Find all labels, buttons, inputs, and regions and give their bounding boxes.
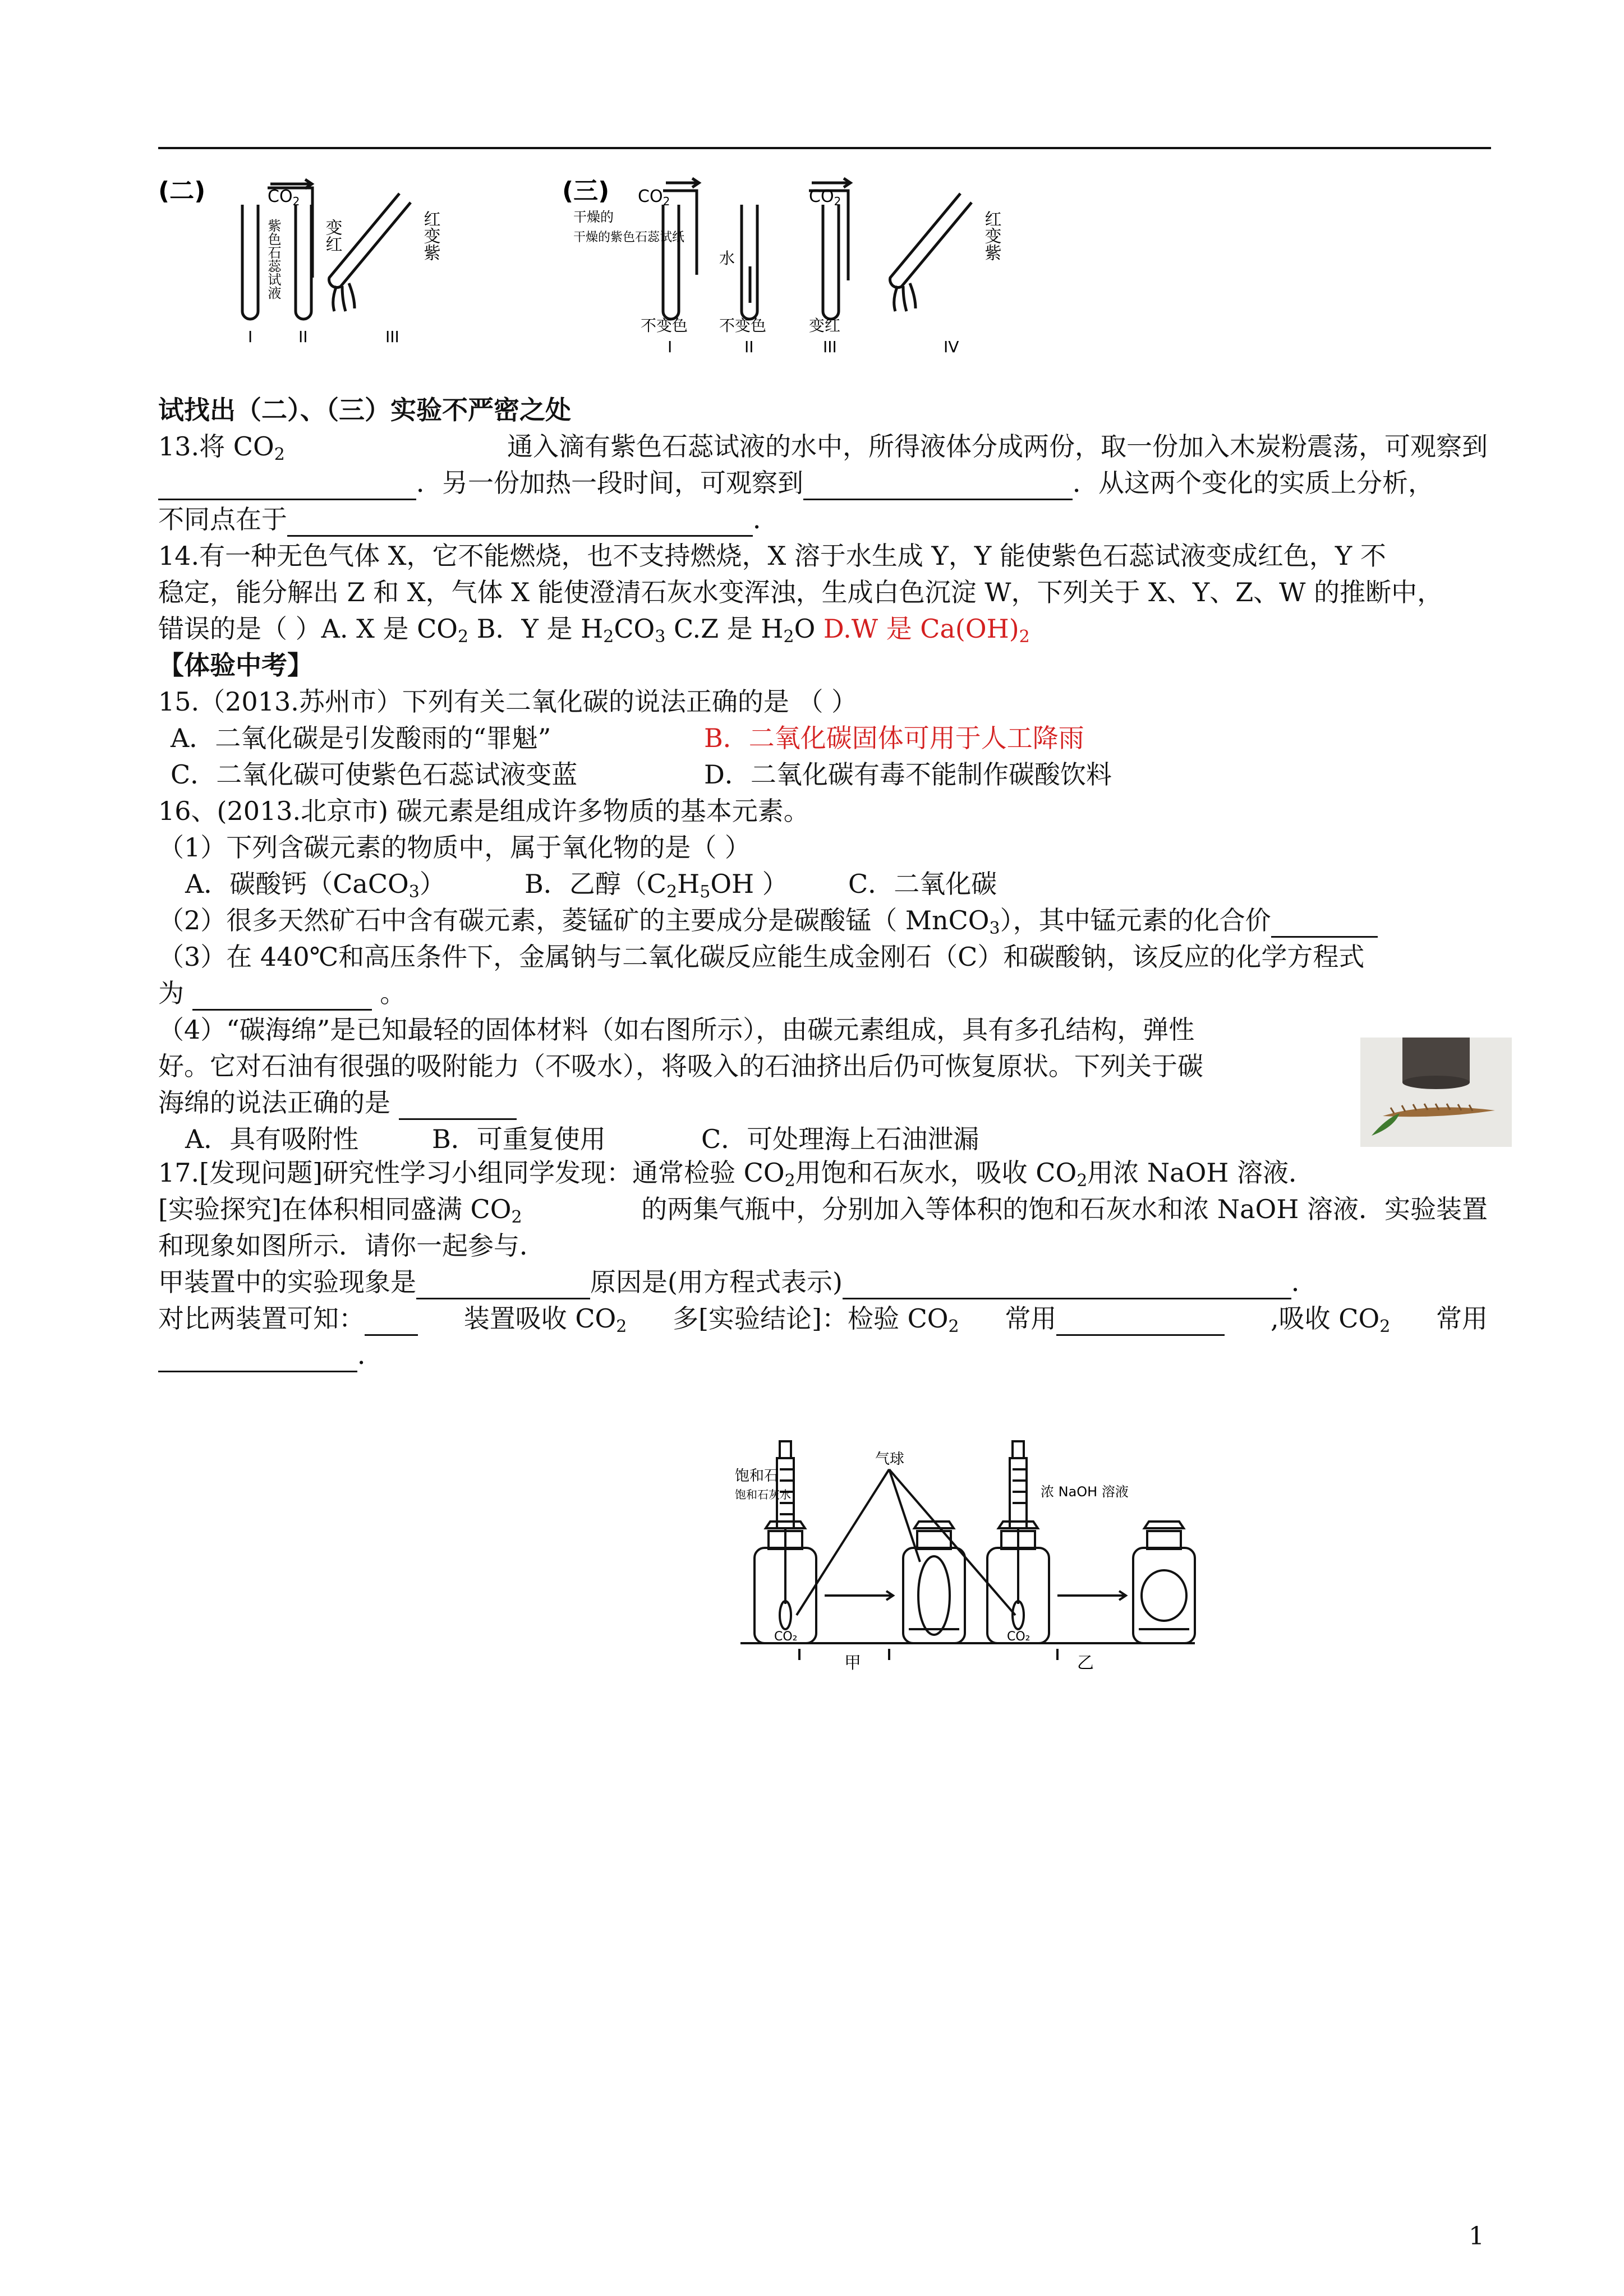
q16-part4-line2: 好。它对石油有很强的吸附能力（不吸水），将吸入的石油挤出后仍可恢复原状。下列关于碳 <box>158 1051 1203 1081</box>
q15-stem: 15.（2013.苏州市）下列有关二氧化碳的说法正确的是 （ ） <box>158 686 858 717</box>
fig3-water-label: 水 <box>719 249 735 268</box>
q17-blank-equation[interactable] <box>843 1267 1291 1299</box>
q17-line6: ． <box>158 1338 383 1372</box>
q16-part1: （1）下列含碳元素的物质中，属于氧化物的是（ ） <box>158 832 751 863</box>
label-limewater-1: 饱和石 <box>735 1468 779 1484</box>
co2-label-g2: $CO_2$ <box>268 187 300 208</box>
fig3-result-3: 变红 <box>809 316 841 335</box>
q17-line2: [实验探究]在体积相同盛满 $CO_2$ 的两集气瓶中，分别加入等体积的饱和石灰水和浓 NaOH 溶液．实验装置 <box>158 1194 1488 1227</box>
fig2-redpurple-label: 红变紫 <box>420 210 440 261</box>
q17-blank-test[interactable] <box>1056 1304 1225 1336</box>
label-balloon: 气球 <box>875 1451 905 1468</box>
q13-blank-1[interactable] <box>158 468 416 500</box>
q17-line5: 对比两装置可知： 装置吸收 $CO_2$ 多[实验结论]：检验 $CO_2$ 常用 ,吸收 $CO_2$ 常用 <box>158 1303 1488 1336</box>
label-limewater: 饱和石灰水 <box>735 1488 791 1501</box>
q13-blank-3[interactable] <box>287 505 753 537</box>
q15-option-a: A．二氧化碳是引发酸雨的“罪魁” <box>171 723 551 753</box>
q17-blank-device[interactable] <box>365 1304 418 1336</box>
label-co2-jia: CO₂ <box>774 1630 798 1644</box>
fig3-tube-2: II <box>744 338 754 356</box>
label-naoh: 浓 NaOH 溶液 <box>1041 1484 1129 1500</box>
fig3-dry-label-full: 干燥的紫色石蕊试纸 <box>573 230 685 245</box>
q16-part4-option-b: B．可重复使用 <box>432 1124 606 1154</box>
q16-part3-line2: 为 。 <box>158 976 406 1011</box>
fig2-tube-3: III <box>385 328 399 346</box>
q16-part4-line3: 海绵的说法正确的是 <box>158 1085 517 1120</box>
q17-line4: 甲装置中的实验现象是 原因是(用方程式表示) ． <box>158 1265 1317 1299</box>
co2-label-g3b: $CO_2$ <box>809 187 841 208</box>
q16-part4-line1: （4）“碳海绵”是已知最轻的固体材料（如右图所示），由碳元素组成，具有多孔结构，弹性 <box>158 1015 1195 1045</box>
q14-line1: 14.有一种无色气体 X，它不能燃烧，也不支持燃烧，X 溶于水生成 Y，Y 能使紫色石蕊试液变成红色，Y 不 <box>158 541 1386 571</box>
q14-answer-d: D.W 是 $Ca(OH)_2$ <box>823 614 1030 647</box>
q17-line3: 和现象如图所示．请你一起参与． <box>158 1230 545 1261</box>
fig2-tube-2: II <box>298 328 308 346</box>
fig3-tube-3: III <box>823 338 837 356</box>
fig3-tube-1: I <box>668 338 673 356</box>
q13-line3: 不同点在于 ． <box>158 502 779 537</box>
section-title: 【体验中考】 <box>158 650 313 680</box>
q16-blank-equation[interactable] <box>192 979 372 1011</box>
header-rule <box>158 147 1491 149</box>
q16-blank-sponge[interactable] <box>399 1088 517 1120</box>
q14-line3: 错误的是（ ）A. X 是 $CO_2$ B．Y 是 $H_2CO_3$ C.Z 是 $H_2O$ D.W 是 $Ca(OH)_2$ <box>158 614 1030 647</box>
q16-blank-valence[interactable] <box>1271 906 1378 938</box>
q15-option-b: B．二氧化碳固体可用于人工降雨 <box>704 723 1084 753</box>
fig3-result-2: 不变色 <box>719 316 767 335</box>
fig3-dry-label: 干燥的 <box>573 209 614 225</box>
q14-line2: 稳定，能分解出 Z 和 X，气体 X 能使澄清石灰水变浑浊，生成白色沉淀 W，下列关于 X、Y、Z、W 的推断中， <box>158 577 1443 607</box>
label-co2-yi: CO₂ <box>1007 1630 1030 1644</box>
q16-part4-option-c: C．可处理海上石油泄漏 <box>701 1124 979 1154</box>
q16-part4-option-a: A．具有吸附性 <box>185 1124 359 1154</box>
q17-blank-phenomenon[interactable] <box>416 1267 590 1299</box>
q16-part1-option-c: C．二氧化碳 <box>848 869 997 899</box>
q13-line2: ．另一份加热一段时间，可观察到 ．从这两个变化的实质上分析， <box>158 465 1434 500</box>
q16-part1-option-a: A．碳酸钙（CaCO$_3$） <box>185 869 445 902</box>
fig3-tube-4: IV <box>944 338 959 356</box>
page-number: 1 <box>1469 2222 1484 2251</box>
fig3-redpurple-label: 红变紫 <box>981 210 1001 261</box>
q13-blank-2[interactable] <box>803 468 1073 500</box>
group2-label: (二) <box>158 177 206 205</box>
figure-apparatus <box>735 1436 1206 1685</box>
label-jia: 甲 <box>844 1653 861 1673</box>
q17-line1: 17.[发现问题]研究性学习小组同学发现：通常检验 $CO_2$用饱和石灰水，吸收 $CO_2$用浓 NaOH 溶液． <box>158 1158 1315 1191</box>
co2-label-g3a: $CO_2$ <box>638 187 670 208</box>
fig2-tube-1: I <box>248 328 253 346</box>
q16-stem: 16、(2013.北京市) 碳元素是组成许多物质的基本元素。 <box>158 796 809 826</box>
q17-blank-absorb[interactable] <box>158 1340 357 1372</box>
q16-part3-line1: （3）在 440℃和高压条件下，金属钠与二氧化碳反应能生成金刚石（C）和碳酸钠，该反应的化学方程式 <box>158 942 1365 972</box>
figure-test-tubes <box>158 174 1033 376</box>
q16-part2: （2）很多天然矿石中含有碳元素，菱锰矿的主要成分是碳酸锰（ MnCO$_3$），其中锰元素的化合价 <box>158 903 1378 938</box>
fig2-liquid-label: 紫色石蕊试液 <box>265 219 281 299</box>
fig2-change-label: 变红 <box>322 219 342 252</box>
q15-option-c: C．二氧化碳可使紫色石蕊试液变蓝 <box>171 759 578 790</box>
label-yi: 乙 <box>1077 1653 1094 1673</box>
q12-prompt: 试找出（二）、（三）实验不严密之处 <box>158 395 571 425</box>
fig3-result-1: 不变色 <box>641 316 688 335</box>
group3-label: (三) <box>562 177 610 205</box>
q16-part1-option-b: B．乙醇（$C_2H_5OH$ ） <box>525 869 788 902</box>
carbon-sponge-photo <box>1360 1038 1512 1147</box>
q13-line1: 13.将 $CO_2$ 通入滴有紫色石蕊试液的水中，所得液体分成两份，取一份加入木炭粉震荡，可观察到 <box>158 431 1488 464</box>
q15-option-d: D．二氧化碳有毒不能制作碳酸饮料 <box>704 759 1112 790</box>
